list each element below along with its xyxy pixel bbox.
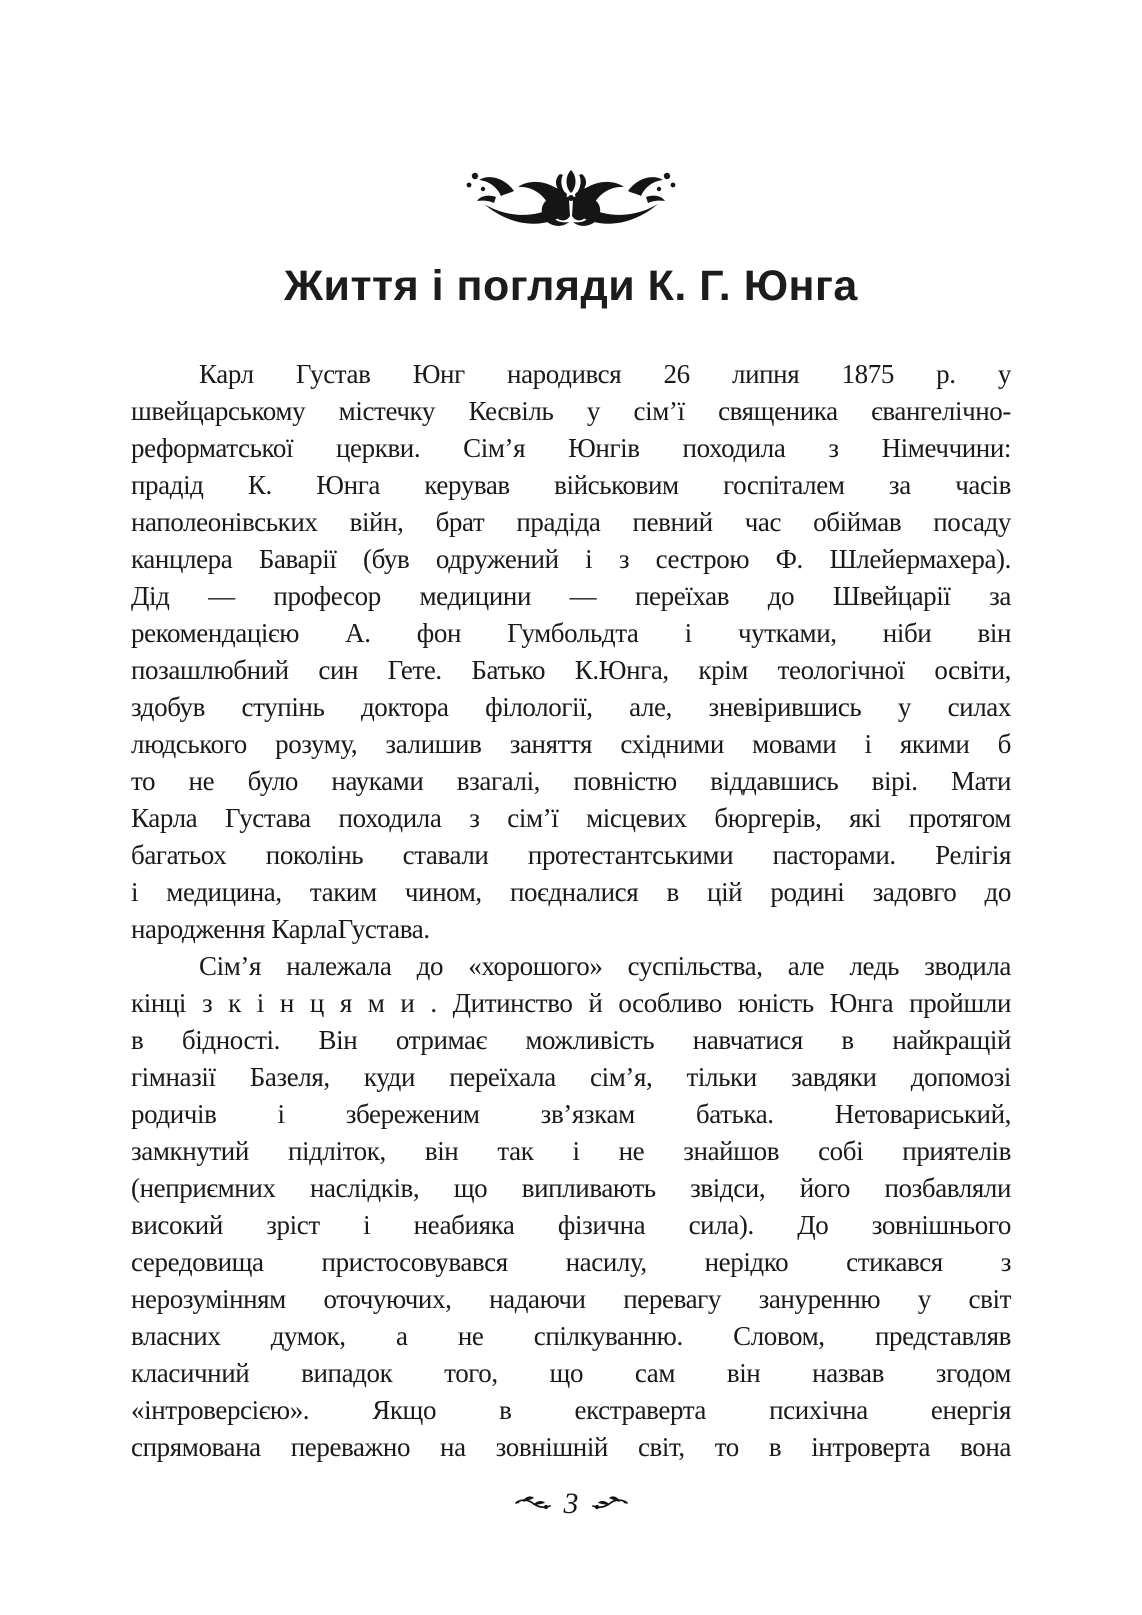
text-line: родичів і збереженим зв’язкам батька. Нетовариський,: [131, 1099, 1011, 1129]
text-line: людського розуму, залишив заняття східними мовами і якими б: [131, 729, 1011, 759]
text-line: Карл Густав Юнг народився 26 липня 1875 р. у: [199, 359, 1011, 389]
text-line: здобув ступінь доктора філології, але, зневірившись у силах: [131, 692, 1011, 722]
header-ornament: [0, 167, 1142, 233]
text-line: (неприємних наслідків, що випливають звідси, його позбавляли: [131, 1173, 1011, 1203]
text-line: прадід К. Юнга керував військовим госпіталем за часів: [131, 470, 1011, 500]
page-number: 3: [563, 1487, 579, 1520]
text-line: Дід — професор медицини — переїхав до Швейцарії за: [131, 581, 1011, 611]
text-line: спрямована переважно на зовнішній світ, то в інтроверта вона: [131, 1432, 1011, 1462]
text-line: кінці з к і н ц я м и . Дитинство й особливо юність Юнга пройшли: [131, 988, 1011, 1018]
text-line: класичний випадок того, що сам він назвав згодом: [131, 1358, 1011, 1388]
floral-flourish-icon: [460, 167, 682, 233]
text-line: «інтроверсією». Якщо в екстраверта психічна енергія: [131, 1395, 1011, 1425]
text-line: то не було науками взагалі, повністю віддавшись вірі. Мати: [131, 766, 1011, 796]
text-line: нерозумінням оточуючих, надаючи перевагу зануренню у світ: [131, 1284, 1011, 1314]
text-line: народження КарлаГустава.: [131, 914, 430, 944]
footer-ornament-right-icon: [592, 1495, 628, 1513]
text-line: наполеонівських війн, брат прадіда певний час обіймав посаду: [131, 507, 1011, 537]
text-line: Сім’я належала до «хорошого» суспільства, але ледь зводила: [199, 951, 1011, 981]
text-line: позашлюбний син Гете. Батько К.Юнга, крім теологічної освіти,: [131, 655, 1011, 685]
footer-ornament-left-icon: [515, 1495, 551, 1513]
text-line: гімназії Базеля, куди переїхала сім’я, тільки завдяки допомозі: [131, 1062, 1011, 1092]
text-line: багатьох поколінь ставали протестантськими пасторами. Релігія: [131, 840, 1011, 870]
body-text: [131, 356, 1011, 1466]
text-line: власних думок, а не спілкуванню. Словом, представляв: [131, 1321, 1011, 1351]
text-line: і медицина, таким чином, поєдналися в цій родині задовго до: [131, 877, 1011, 907]
text-line: реформатської церкви. Сім’я Юнгів походила з Німеччини:: [131, 433, 1011, 463]
text-line: замкнутий підліток, він так і не знайшов собі приятелів: [131, 1136, 1011, 1166]
text-line: високий зріст і неабияка фізична сила). До зовнішнього: [131, 1210, 1011, 1240]
chapter-title: Життя і погляди К. Г. Юнга: [284, 262, 858, 310]
text-line: Карла Густава походила з сім’ї місцевих бюргерів, які протягом: [131, 803, 1011, 833]
text-line: рекомендацією А. фон Гумбольдта і чутками, ніби він: [131, 618, 1011, 648]
text-line: середовища пристосовувався насилу, нерідко стикався з: [131, 1247, 1011, 1277]
text-line: швейцарському містечку Кесвіль у сім’ї священика євангелічно-: [131, 396, 1011, 426]
text-line: в бідності. Він отримає можливість навчатися в найкращій: [131, 1025, 1011, 1055]
text-line: канцлера Баварії (був одружений і з сестрою Ф. Шлейермахера).: [131, 544, 1011, 574]
page-footer: [0, 1488, 1142, 1520]
